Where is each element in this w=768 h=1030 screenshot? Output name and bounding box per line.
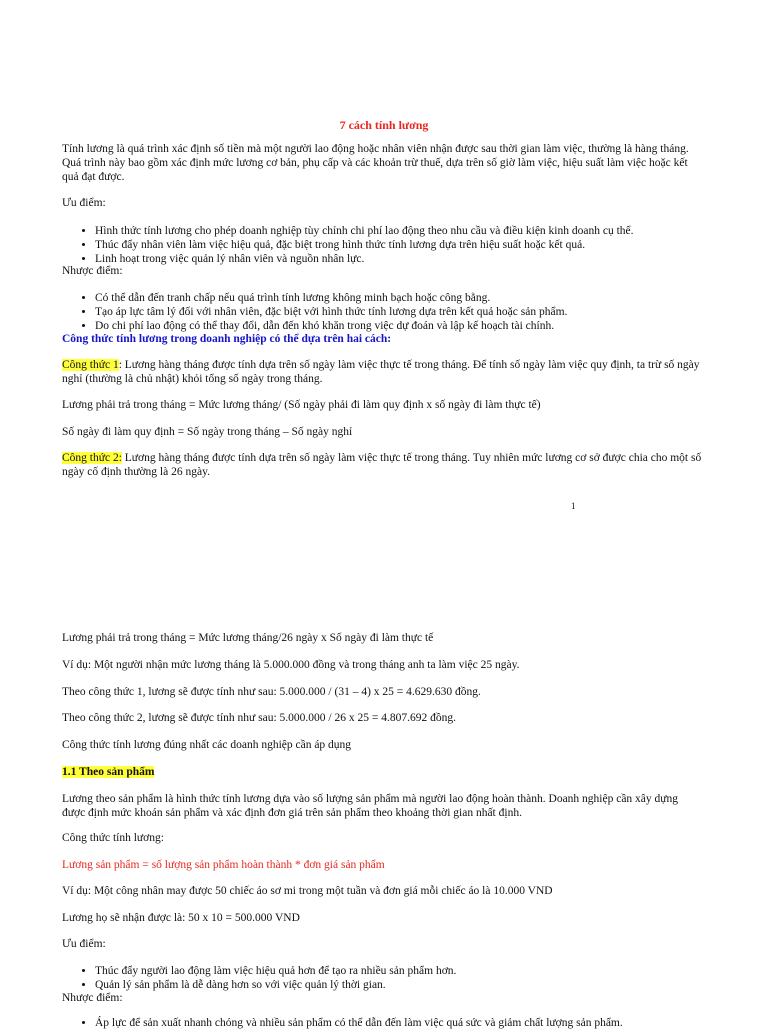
cons-list-2 [62, 1016, 735, 1030]
formula-1-text: : Lương hàng tháng được tính dựa trên số ngày làm việc thực tế trong tháng. Để tính số ngày làm việc quy định, ta trừ số ngày nghỉ (thường là chủ nhật) khỏi tổng số ngày trong tháng. [62, 359, 700, 385]
formula-1-paragraph [62, 359, 702, 387]
list-item: • Thúc đẩy nhân viên làm việc hiệu quả, đặc biệt trong hình thức tính lương dựa trên hiệu suất hoặc kết quả. [95, 238, 735, 252]
pros-label: Ưu điểm: [62, 197, 106, 209]
section-intro: Lương theo sản phẩm là hình thức tính lương dựa vào số lượng sản phẩm mà người lao động hoàn thành. Doanh nghiệp cần xây dựng được định mức khoán sản phẩm và xác định đơn giá trên sản phẩm theo khoảng thời gian nhất định. [62, 793, 679, 819]
document-title: 7 cách tính lương [339, 118, 429, 132]
calc-1: Theo công thức 1, lương sẽ được tính như sau: 5.000.000 / (31 – 4) x 25 = 4.629.630 đồng. [62, 686, 481, 698]
list-item: • Áp lực để sản xuất nhanh chóng và nhiều sản phẩm có thể dẫn đến làm việc quá sức và giảm chất lượng sản phẩm. [95, 1016, 735, 1030]
list-item: • Hình thức tính lương cho phép doanh nghiệp tùy chỉnh chi phí lao động theo nhu cầu và điều kiện kinh doanh cụ thể. [95, 224, 735, 238]
example-2: Ví dụ: Một công nhân may được 50 chiếc áo sơ mi trong một tuần và đơn giá mỗi chiếc áo là 10.000 VND [62, 885, 553, 897]
list-item: • Tạo áp lực tâm lý đối với nhân viên, đặc biệt với hình thức tính lương dựa trên kết quả hoặc sản phẩm. [95, 305, 735, 319]
list-item: • Do chi phí lao động có thể thay đổi, dẫn đến khó khăn trong việc dự đoán và lập kế hoạch tài chính. [95, 319, 735, 333]
section-title: 1.1 Theo sản phẩm [62, 766, 155, 778]
common-formula-heading: Công thức tính lương đúng nhất các doanh nghiệp cần áp dụng [62, 739, 352, 751]
page-2 [0, 620, 768, 1029]
formula-2-paragraph [62, 452, 702, 480]
list-item: • Thúc đẩy người lao động làm việc hiệu quả hơn để tạo ra nhiều sản phẩm hơn. [95, 964, 735, 978]
result-line: Lương họ sẽ nhận được là: 50 x 10 = 500.000 VND [62, 912, 300, 924]
cons-label-2: Nhược điểm: [62, 992, 123, 1004]
pros-list-2 [62, 964, 735, 992]
formula-2-label: Công thức 2: [62, 452, 122, 464]
working-days-equation: Số ngày đi làm quy định = Số ngày trong tháng – Số ngày nghỉ [62, 426, 353, 438]
list-item: • Quản lý sản phẩm là dễ dàng hơn so với việc quản lý thời gian. [95, 978, 735, 992]
pros-list [62, 224, 735, 266]
list-item: • Linh hoạt trong việc quản lý nhân viên và nguồn nhân lực. [95, 252, 735, 266]
calc-2: Theo công thức 2, lương sẽ được tính như sau: 5.000.000 / 26 x 25 = 4.807.692 đồng. [62, 712, 456, 724]
cons-label: Nhược điểm: [62, 265, 123, 277]
intro-paragraph: Tính lương là quá trình xác định số tiền mà một người lao động hoặc nhân viên nhận được sau thời gian làm việc, thường là hàng tháng. Quá trình này bao gồm xác định mức lương cơ bản, phụ cấp và các khoản trừ thuế, dựa trên số giờ làm việc, hiệu suất làm việc hoặc kết quả đạt được. [62, 143, 689, 183]
formula-2-equation: Lương phải trả trong tháng = Mức lương tháng/26 ngày x Số ngày đi làm thực tế [62, 632, 434, 644]
page-number: 1 [571, 501, 576, 511]
formulas-heading: Công thức tính lương trong doanh nghiệp có thể dựa trên hai cách: [62, 333, 392, 345]
formula-1-label: Công thức 1 [62, 359, 119, 371]
formula-2-text: Lương hàng tháng được tính dựa trên số ngày làm việc thực tế trong tháng. Tuy nhiên mức lương cơ sở được chia cho một số ngày cố định thường là 26 ngày. [62, 452, 702, 478]
formula-label: Công thức tính lương: [62, 832, 164, 844]
cons-list [62, 291, 735, 333]
formula-1-equation: Lương phải trả trong tháng = Mức lương tháng/ (Số ngày phải đi làm quy định x số ngày đi làm thực tế) [62, 399, 541, 411]
product-formula: Lương sản phẩm = số lượng sản phẩm hoàn thành * đơn giá sản phẩm [62, 859, 385, 871]
pros-label-2: Ưu điểm: [62, 938, 106, 950]
example-paragraph: Ví dụ: Một người nhận mức lương tháng là 5.000.000 đồng và trong tháng anh ta làm việc 25 ngày. [62, 659, 520, 671]
list-item: • Có thể dẫn đến tranh chấp nếu quá trình tính lương không minh bạch hoặc công bằng. [95, 291, 735, 305]
section-heading [62, 766, 702, 780]
